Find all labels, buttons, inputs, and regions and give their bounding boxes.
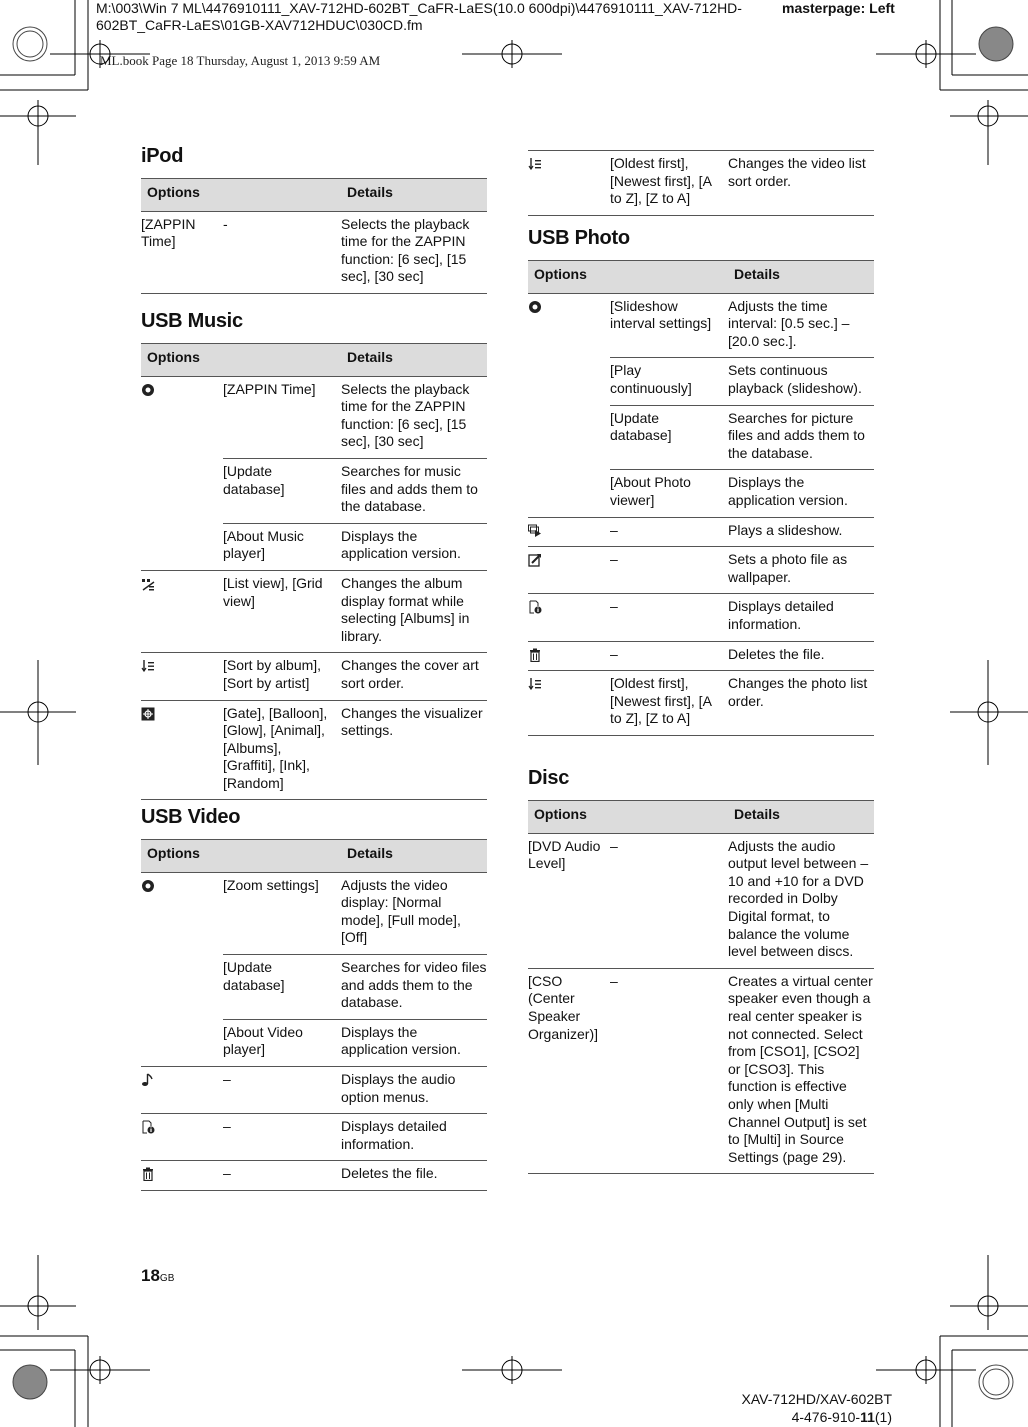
footer (742, 1390, 892, 1426)
usb-music-section (141, 309, 487, 800)
disc-title: Disc (528, 767, 570, 789)
ipod-title: iPod (141, 145, 184, 167)
trash-icon (528, 641, 610, 671)
options-header: Options (141, 344, 341, 377)
option-detail: Selects the playback time for the ZAPPIN function: [6 sec], [15 sec], [30 sec] (341, 211, 487, 293)
usb-video-section (141, 805, 487, 1191)
book-info: ML.book Page 18 Thursday, August 1, 2013 9:59 AM (100, 53, 381, 68)
option-value: – (610, 641, 728, 671)
table-row (528, 405, 874, 470)
sort-icon (141, 653, 223, 700)
option-detail: Selects the playback time for the ZAPPIN function: [6 sec], [15 sec], [30 sec] (341, 376, 487, 458)
part-code (742, 1408, 892, 1426)
details-header: Details (341, 179, 487, 212)
page-region-suffix: GB (159, 1273, 175, 1284)
table-row (528, 151, 874, 215)
part-code-prefix: 4-476-910- (791, 1409, 861, 1425)
table-row (141, 523, 487, 570)
option-label: [ZAPPIN Time] (141, 211, 223, 293)
option-detail: Adjusts the video display: [Normal mode], [Full mode], [Off] (341, 872, 487, 954)
option-detail: Sets a photo file as wallpaper. (728, 547, 874, 594)
visualizer-icon (141, 700, 223, 800)
option-label: [DVD Audio Level] (528, 833, 610, 968)
option-value: [Update database] (223, 954, 341, 1019)
table-row (141, 700, 487, 800)
settings-icon (141, 872, 223, 954)
info-icon (528, 594, 610, 641)
details-header: Details (728, 261, 874, 294)
option-value: [About Video player] (223, 1019, 341, 1066)
option-detail: Displays detailed information. (728, 594, 874, 641)
table-row (528, 671, 874, 736)
table-row (141, 1161, 487, 1191)
sort-icon (528, 671, 610, 736)
option-value: [ZAPPIN Time] (223, 376, 341, 458)
option-value: – (223, 1161, 341, 1191)
option-detail: Deletes the file. (728, 641, 874, 671)
option-value: – (223, 1114, 341, 1161)
usb-video-table (141, 839, 487, 1191)
usb-music-table (141, 343, 487, 800)
ipod-table (141, 178, 487, 294)
disc-section (528, 766, 874, 1174)
usb-photo-section (528, 226, 874, 736)
masterpage-label: masterpage: Left (782, 0, 895, 16)
sort-icon (528, 151, 610, 215)
option-value: [List view], [Grid view] (223, 570, 341, 652)
table-row (141, 211, 487, 293)
option-detail: Displays detailed information. (341, 1114, 487, 1161)
table-row (528, 968, 874, 1174)
option-detail: Changes the cover art sort order. (341, 653, 487, 700)
options-header: Options (141, 179, 341, 212)
ipod-section (141, 144, 487, 294)
option-detail: Adjusts the audio output level between –10 and +10 for a DVD recorded in Dolby Digital format, to balance the volume level between discs. (728, 833, 874, 968)
table-row (141, 872, 487, 954)
usb-video-title: USB Video (141, 806, 241, 828)
option-value: - (223, 211, 341, 293)
option-detail: Adjusts the time interval: [0.5 sec.] – [20.0 sec.]. (728, 293, 874, 358)
option-value: – (610, 968, 728, 1174)
option-detail: Searches for picture files and adds them to the database. (728, 405, 874, 470)
usb-photo-table (528, 260, 874, 736)
table-row (528, 641, 874, 671)
option-detail: Deletes the file. (341, 1161, 487, 1191)
page-number (141, 1266, 174, 1286)
option-value: [Oldest first], [Newest first], [A to Z], [Z to A] (610, 671, 728, 736)
model-number: XAV-712HD/XAV-602BT (741, 1391, 892, 1407)
option-value: – (610, 517, 728, 547)
table-row (141, 458, 487, 523)
settings-icon (141, 376, 223, 458)
music-note-icon (141, 1066, 223, 1113)
slideshow-icon (528, 517, 610, 547)
details-header: Details (728, 801, 874, 834)
info-icon (141, 1114, 223, 1161)
options-header: Options (141, 840, 341, 873)
option-value: [About Music player] (223, 523, 341, 570)
details-header: Details (341, 840, 487, 873)
table-row (141, 653, 487, 700)
option-value: [Sort by album], [Sort by artist] (223, 653, 341, 700)
table-row (141, 954, 487, 1019)
option-detail: Changes the video list sort order. (728, 151, 874, 215)
option-detail: Changes the album display format while selecting [Albums] in library. (341, 570, 487, 652)
page-number-value: 18 (141, 1266, 160, 1285)
file-path: M:\003\Win 7 ML\4476910111_XAV-712HD-602BT_CaFR-LaES(10.0 600dpi)\4476910111_XAV-712HD-602BT_CaFR-LaES\01GB-XAV712HDUC\030CD.fm (96, 0, 742, 33)
option-detail: Sets continuous playback (slideshow). (728, 358, 874, 405)
table-row (141, 376, 487, 458)
option-detail: Changes the photo list order. (728, 671, 874, 736)
option-value: – (223, 1066, 341, 1113)
option-value: [About Photo viewer] (610, 470, 728, 517)
option-label: [CSO (Center Speaker Organizer)] (528, 968, 610, 1174)
options-header: Options (528, 801, 728, 834)
option-value: – (610, 833, 728, 968)
table-row (528, 293, 874, 358)
table-row (141, 1066, 487, 1113)
option-detail: Searches for music files and adds them to the database. (341, 458, 487, 523)
video-sort-continuation (528, 150, 874, 216)
list-grid-icon (141, 570, 223, 652)
table-row (141, 570, 487, 652)
option-value: [Slideshow interval settings] (610, 293, 728, 358)
table-row (528, 594, 874, 641)
option-detail: Searches for video files and adds them to the database. (341, 954, 487, 1019)
disc-table (528, 800, 874, 1174)
details-header: Details (341, 344, 487, 377)
wallpaper-icon (528, 547, 610, 594)
trash-icon (141, 1161, 223, 1191)
option-value: [Update database] (223, 458, 341, 523)
option-value: [Zoom settings] (223, 872, 341, 954)
option-detail: Changes the visualizer settings. (341, 700, 487, 800)
option-detail: Displays the application version. (341, 1019, 487, 1066)
option-value: [Update database] (610, 405, 728, 470)
video-sort-table (528, 151, 874, 216)
part-code-bold: 11 (860, 1409, 875, 1425)
part-code-suffix: (1) (874, 1409, 892, 1425)
table-row (528, 833, 874, 968)
settings-icon (528, 293, 610, 358)
option-detail: Plays a slideshow. (728, 517, 874, 547)
option-detail: Creates a virtual center speaker even though a real center speaker is not connected. Select from [CSO1], [CSO2] or [CSO3]. This function is effective only when [Multi Channel Output] is set to [Multi] in Source Settings (page 29). (728, 968, 874, 1174)
option-value: [Play continuously] (610, 358, 728, 405)
option-detail: Displays the application version. (728, 470, 874, 517)
option-detail: Displays the audio option menus. (341, 1066, 487, 1113)
option-value: – (610, 547, 728, 594)
table-row (528, 547, 874, 594)
table-row (528, 517, 874, 547)
options-header: Options (528, 261, 728, 294)
option-value: [Oldest first], [Newest first], [A to Z], [Z to A] (610, 151, 728, 215)
option-value: [Gate], [Balloon], [Glow], [Animal], [Albums], [Graffiti], [Ink], [Random] (223, 700, 341, 800)
table-row (141, 1019, 487, 1066)
usb-photo-title: USB Photo (528, 227, 630, 249)
usb-music-title: USB Music (141, 310, 243, 332)
table-row (528, 358, 874, 405)
option-value: – (610, 594, 728, 641)
option-detail: Displays the application version. (341, 523, 487, 570)
table-row (528, 470, 874, 517)
table-row (141, 1114, 487, 1161)
